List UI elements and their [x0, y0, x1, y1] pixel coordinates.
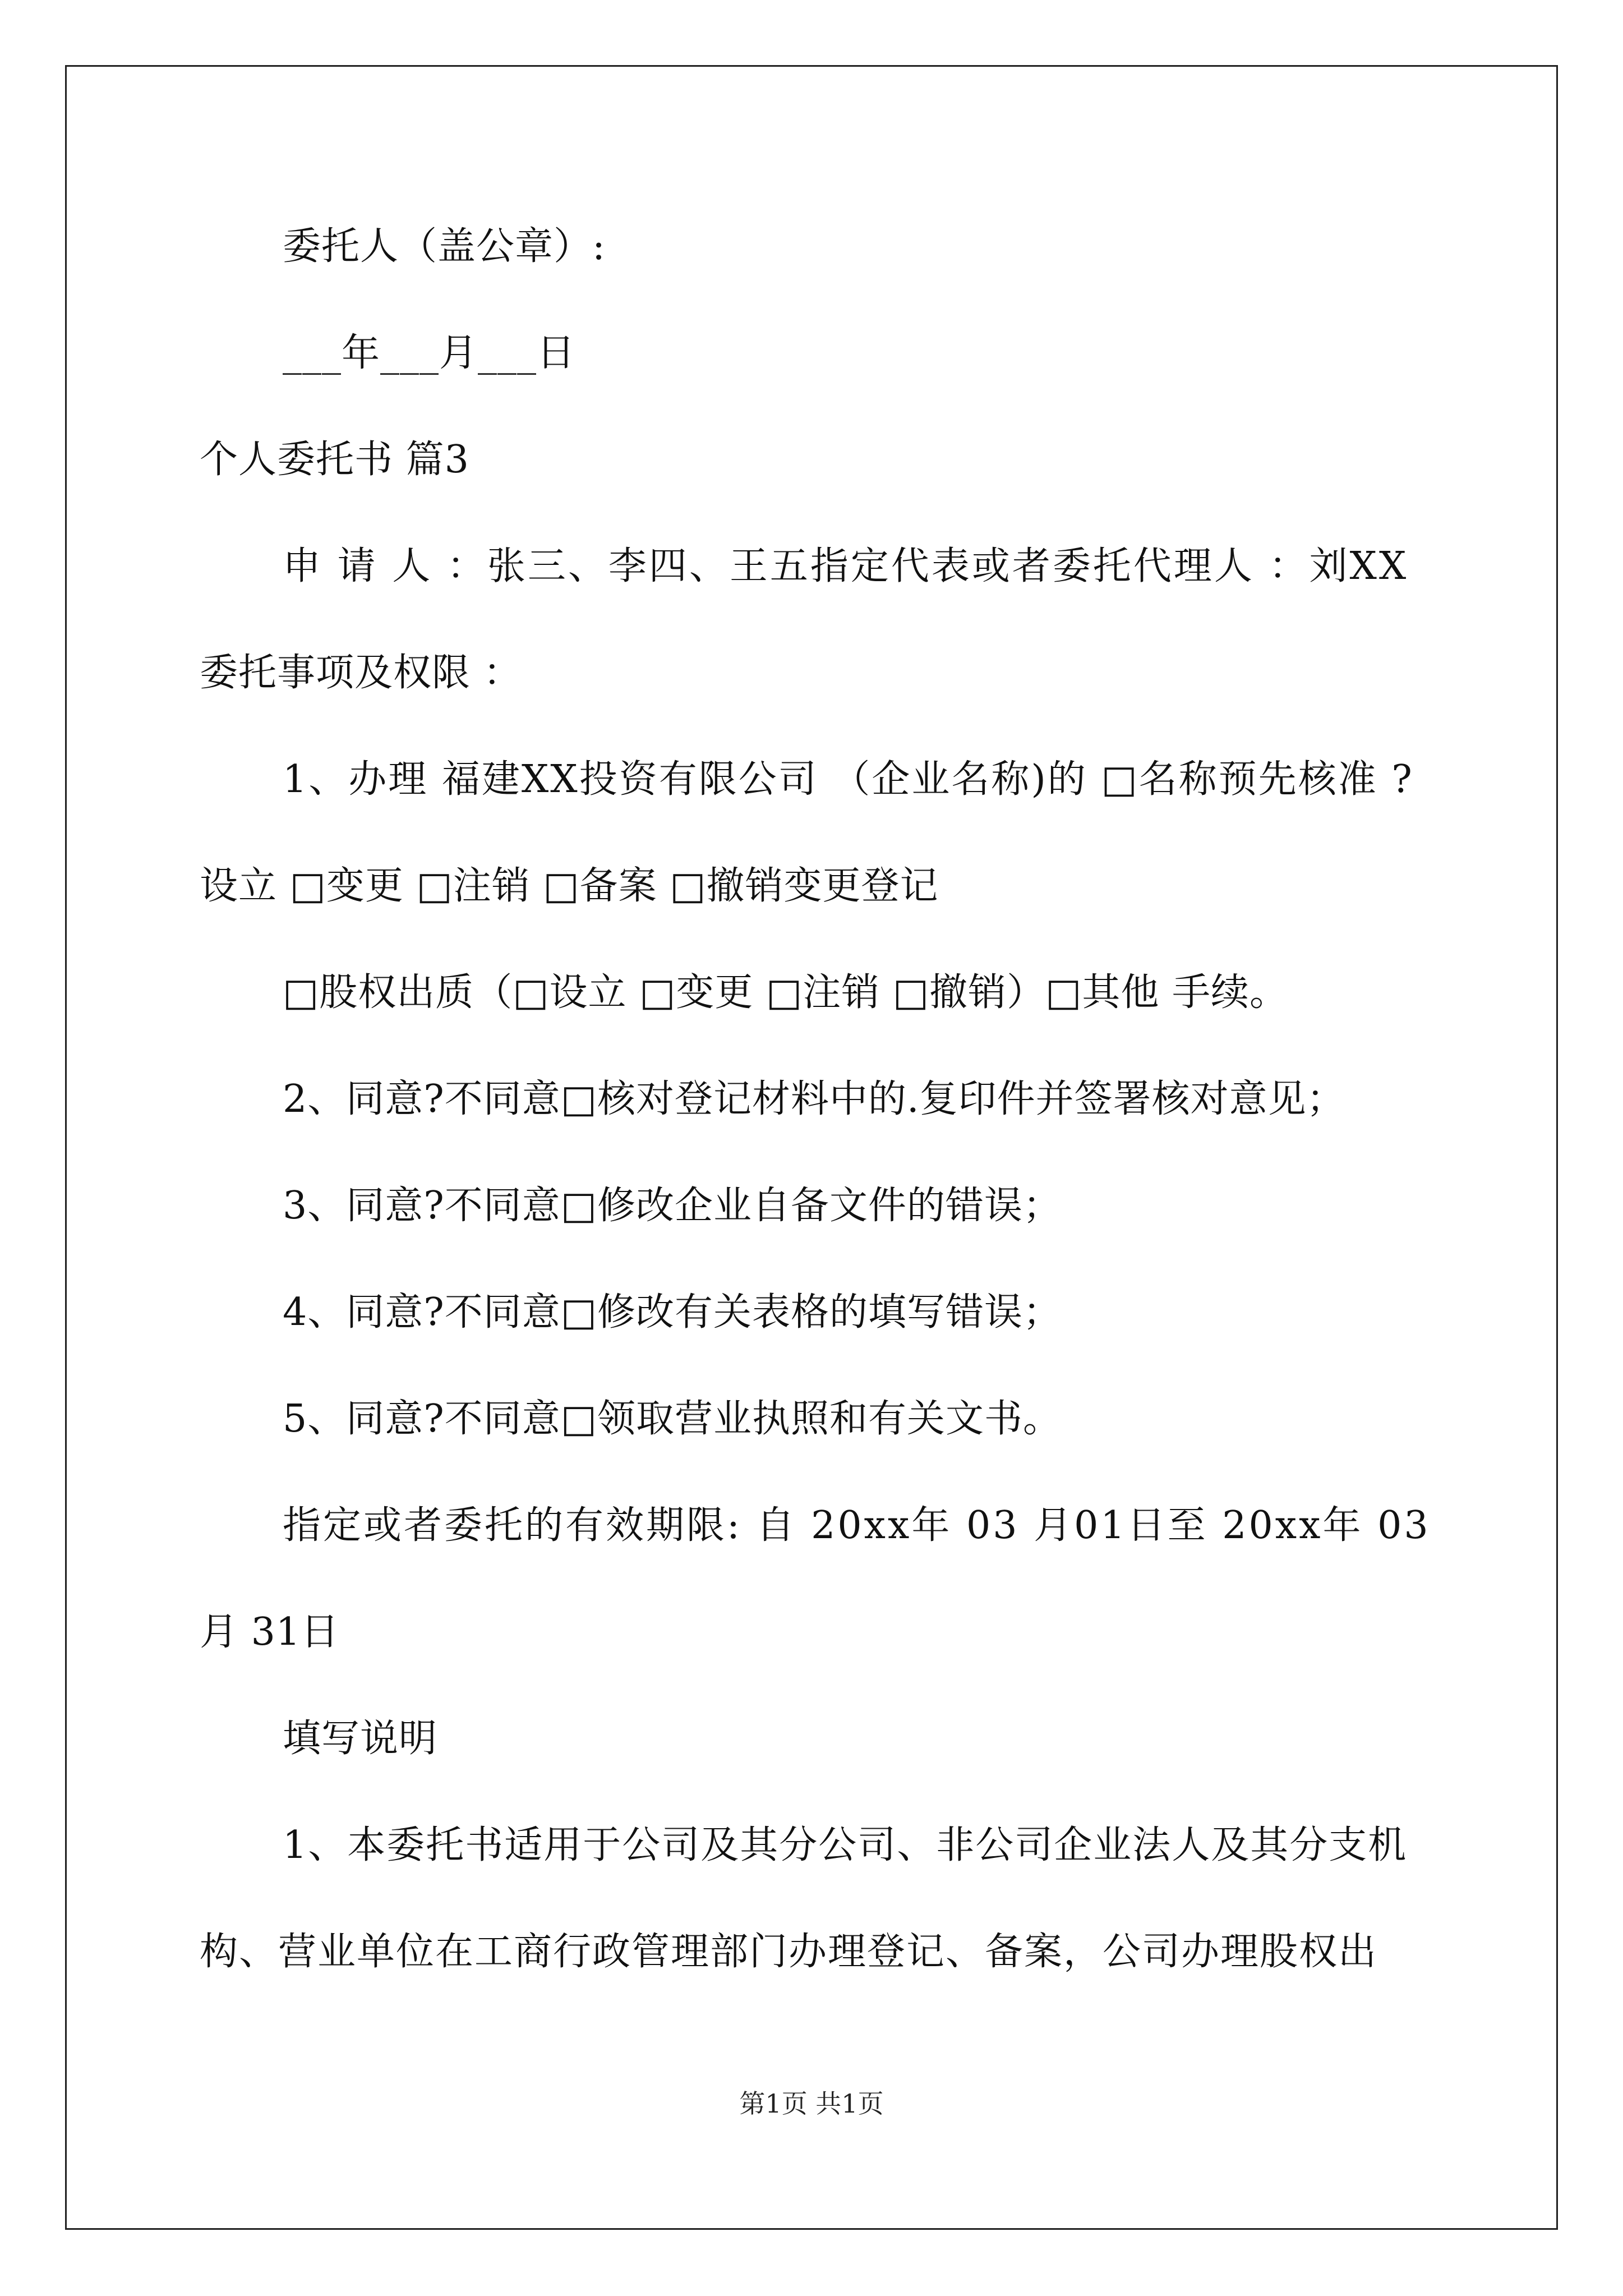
consignor-seal-line: 委托人（盖公章）:	[283, 224, 606, 269]
equity-pledge-line: □股权出质（□设立 □变更 □注销 □撤销）□其他 手续。	[283, 970, 1288, 1015]
item-5-line: 5、同意?不同意□领取营业执照和有关文书。	[283, 1397, 1062, 1441]
item-1-line: 1、办理 福建XX投资有限公司 （企业名称)的 □名称预先核准 ?	[283, 757, 1414, 802]
page-border	[65, 65, 1558, 2230]
item-3-line: 3、同意?不同意□修改企业自备文件的错误；	[283, 1184, 1062, 1228]
instruction-1-line: 1、本委托书适用于公司及其分公司、非公司企业法人及其分支机	[283, 1823, 1408, 1867]
validity-period-line: 指定或者委托的有效期限: 自 20xx年 03 月01日至 20xx年 03	[283, 1503, 1431, 1548]
page-footer: 第1页 共1页	[739, 2088, 884, 2119]
applicant-line: 申 请 人 ：张三、李四、王五指定代表或者委托代理人 ：刘XX	[283, 544, 1409, 588]
item-2-line: 2、同意?不同意□核对登记材料中的.复印件并签署核对意见；	[283, 1077, 1345, 1121]
section-heading: 个人委托书 篇3	[200, 438, 469, 482]
date-blank-line: ___年___月___日	[283, 331, 576, 375]
instruction-1-continued: 构、营业单位在工商行政管理部门办理登记、备案，公司办理股权出	[200, 1930, 1378, 1974]
validity-period-end: 月 31日	[200, 1610, 340, 1654]
matters-heading: 委托事项及权限 ：	[200, 651, 522, 695]
item-1-continued: 设立 □变更 □注销 □备案 □撤销变更登记	[200, 864, 939, 908]
instructions-heading: 填写说明	[283, 1717, 438, 1761]
item-4-line: 4、同意?不同意□修改有关表格的填写错误；	[283, 1290, 1062, 1335]
